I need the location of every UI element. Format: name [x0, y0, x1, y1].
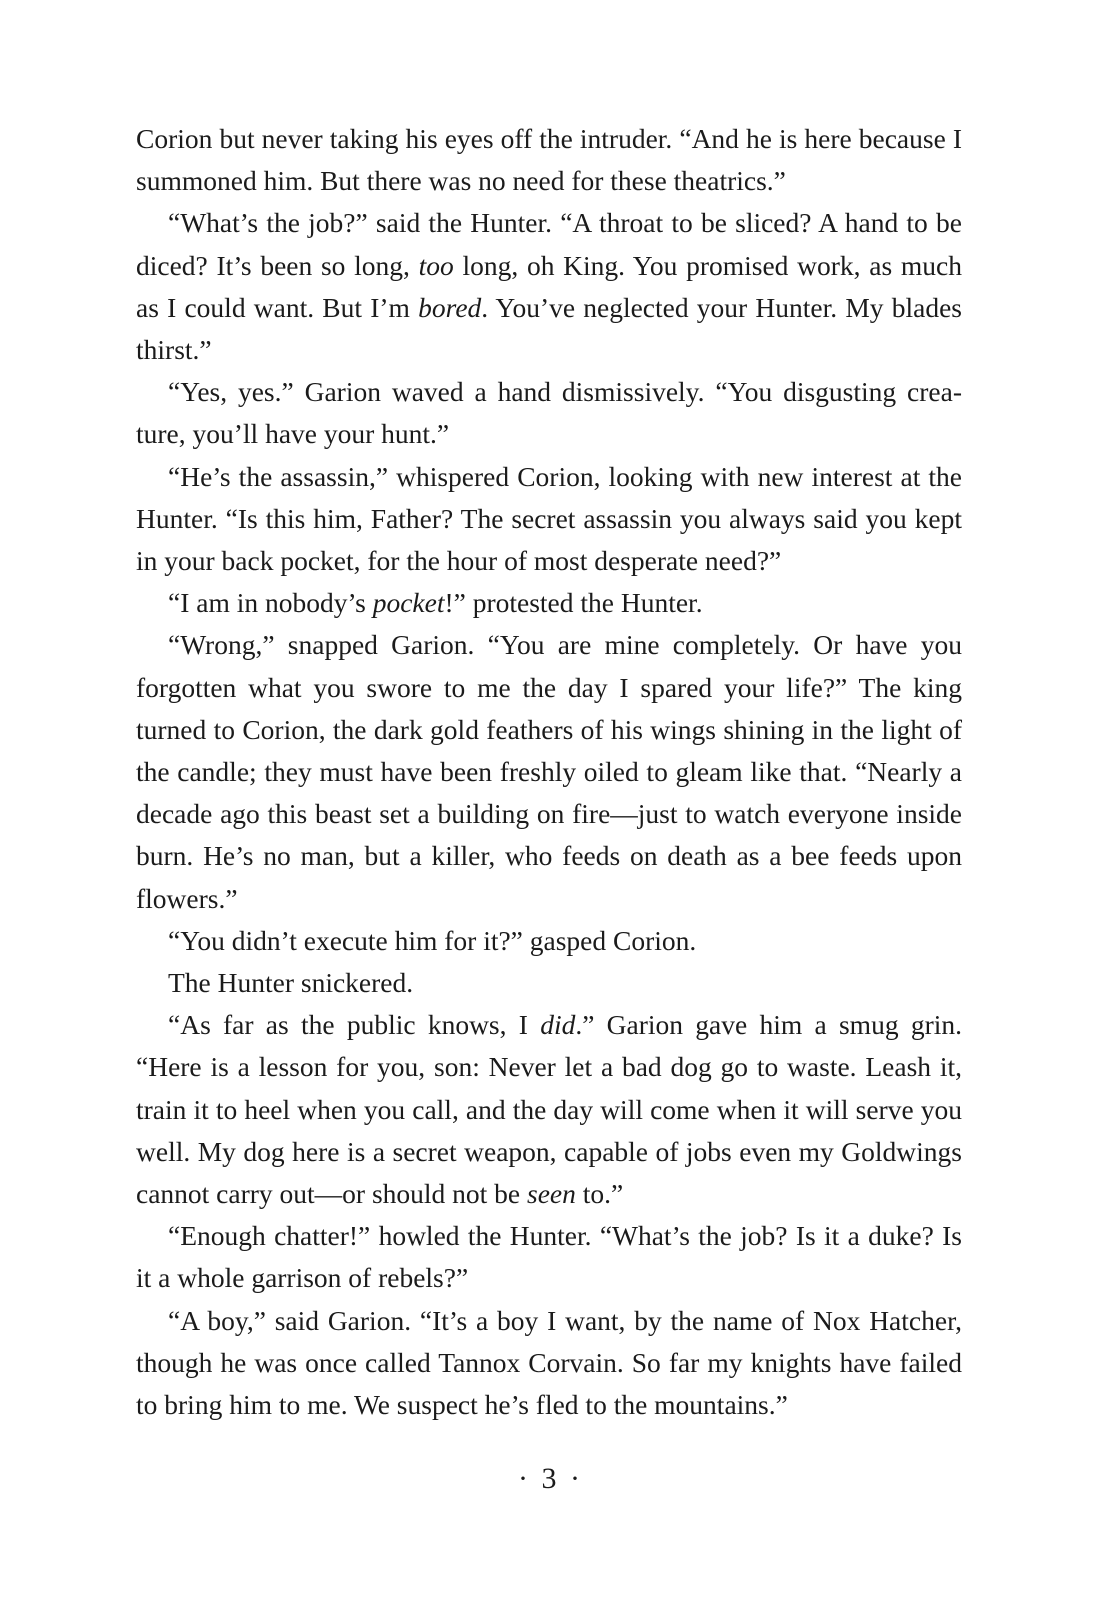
paragraph	[136, 371, 962, 455]
text-run: “Wrong,” snapped Garion. “You are mine completely. Or have you forgotten what you swore to me the day I spared your life?” The king turned to Corion, the dark gold feathers of his wings shining in the light of the candle; they must have been freshly oiled to gleam like that. “Nearly a decade ago this beast set a building on fire—just to watch everyone inside burn. He’s no man, but a killer, who feeds on death as a bee feeds upon flowers.”	[136, 629, 962, 914]
text-run: !” protested the Hunter.	[444, 587, 703, 619]
italic-text: pocket	[372, 587, 445, 619]
body-text	[136, 118, 962, 1426]
italic-text: too	[418, 249, 454, 281]
paragraph	[136, 202, 962, 371]
paragraph	[136, 1004, 962, 1215]
text-run: . You’ve neglected your Hunter. My blades thirst.”	[136, 291, 962, 366]
text-run: The Hunter snickered.	[168, 967, 414, 999]
text-run: “Yes, yes.” Garion waved a hand dismissively. “You disgusting creature, you’ll have your hunt.”	[136, 376, 962, 450]
text-run: long, oh King. You promised work, as much as I could want. But I’m	[136, 249, 962, 323]
page-number: · 3 ·	[518, 1462, 583, 1495]
text-run: “You didn’t execute him for it?” gasped Corion.	[168, 924, 697, 956]
paragraph	[136, 456, 962, 583]
text-run: .” Garion gave him a smug grin. “Here is a lesson for you, son: Never let a bad dog go to waste. Leash it, train it to heel when you call, and the day will come when it will serve you well. My dog here is a secret weapon, capable of jobs even my Goldwings cannot carry out—or should not be	[136, 1009, 963, 1210]
paragraph	[136, 920, 962, 962]
paragraph	[136, 118, 962, 202]
text-run: “As far as the public knows, I	[168, 1009, 541, 1041]
paragraph	[136, 1215, 962, 1299]
text-run: Corion but never taking his eyes off the intruder. “And he is here because I summoned him. But there was no need for these theatrics.”	[136, 123, 962, 197]
text-run: “What’s the job?” said the Hunter. “A throat to be sliced? A hand to be diced? It’s been so long,	[136, 207, 962, 281]
italic-text: bored	[418, 291, 482, 323]
text-run: “He’s the assassin,” whispered Corion, looking with new interest at the Hunter. “Is this him, Father? The secret assassin you always said you kept in your back pocket, for the hour of most desperate need?”	[136, 460, 962, 577]
text-run: “A boy,” said Garion. “It’s a boy I want, by the name of Nox Hatcher, though he was once called Tannox Corvain. So far my knights have failed to bring him to me. We suspect he’s fled to the mountains.”	[136, 1304, 962, 1421]
italic-text: did	[540, 1009, 576, 1041]
text-run: to.”	[575, 1178, 624, 1210]
paragraph	[136, 1300, 962, 1427]
text-run: “Enough chatter!” howled the Hunter. “What’s the job? Is it a duke? Is it a whole garrison of rebels?”	[136, 1220, 962, 1294]
paragraph	[136, 624, 962, 919]
italic-text: seen	[527, 1178, 576, 1210]
paragraph	[136, 582, 962, 624]
text-run: “I am in nobody’s	[168, 587, 373, 619]
paragraph	[136, 962, 962, 1004]
